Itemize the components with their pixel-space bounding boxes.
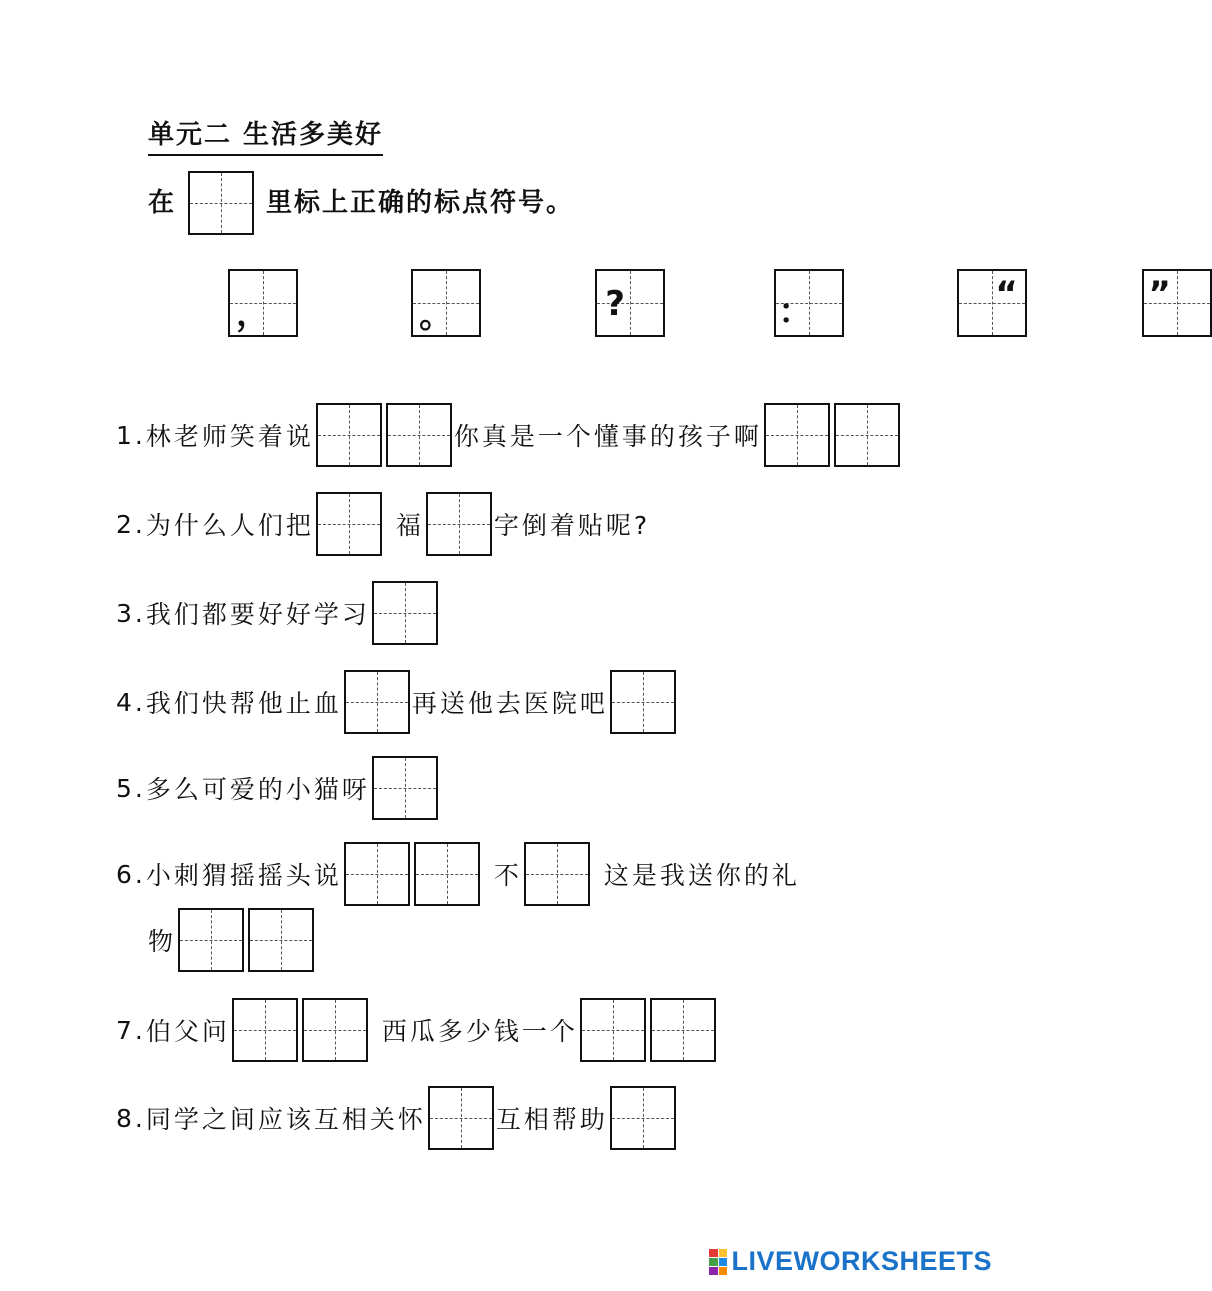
answer-box[interactable]: [580, 998, 646, 1062]
question-number: 5.: [116, 773, 146, 803]
page-title: 单元二 生活多美好: [148, 118, 383, 156]
answer-box[interactable]: [834, 403, 900, 467]
question-text: 这是我送你的礼: [603, 861, 800, 890]
question-8: [116, 1084, 678, 1152]
question-text: 同学之间应该互相关怀: [145, 1105, 426, 1134]
brand-logo[interactable]: [709, 1246, 992, 1277]
question-text: 互相帮助: [495, 1105, 608, 1134]
answer-box[interactable]: [316, 492, 382, 556]
answer-box[interactable]: [764, 403, 830, 467]
question-text: 你真是一个懂事的孩子啊: [453, 422, 762, 451]
answer-box[interactable]: [524, 842, 590, 906]
question-text: 福: [395, 511, 424, 540]
instruction: [148, 175, 574, 231]
question-1: [116, 401, 902, 469]
question-7: [116, 996, 718, 1064]
answer-box[interactable]: [248, 908, 314, 972]
question-3: [116, 579, 440, 647]
instruction-after: 里标上正确的标点符号。: [266, 188, 575, 218]
answer-box[interactable]: [178, 908, 244, 972]
symbol-comma-glyph: ，: [236, 294, 270, 334]
symbol-question-glyph: ?: [605, 284, 625, 324]
symbol-question[interactable]: [595, 269, 665, 337]
answer-box[interactable]: [610, 1086, 676, 1150]
question-text: 林老师笑着说: [145, 422, 314, 451]
question-number: 1.: [116, 420, 146, 450]
question-text: 字倒着贴呢?: [493, 511, 651, 540]
symbol-left-quote-glyph: “: [995, 274, 1018, 314]
answer-box[interactable]: [650, 998, 716, 1062]
question-number: 7.: [116, 1015, 146, 1045]
example-box: [188, 171, 254, 235]
question-5: [116, 754, 440, 822]
symbol-right-quote[interactable]: [1142, 269, 1212, 337]
question-text: 物: [148, 927, 177, 956]
question-number: 4.: [116, 687, 146, 717]
answer-box[interactable]: [344, 670, 410, 734]
answer-box[interactable]: [428, 1086, 494, 1150]
question-6: [116, 840, 800, 908]
question-6-continued: [148, 906, 316, 974]
question-number: 6.: [116, 859, 146, 889]
symbol-period-glyph: 。: [419, 296, 454, 336]
question-text: 再送他去医院吧: [411, 689, 608, 718]
answer-box[interactable]: [344, 842, 410, 906]
question-number: 2.: [116, 509, 146, 539]
answer-box[interactable]: [372, 581, 438, 645]
question-text: 小刺猬摇摇头说: [145, 861, 342, 890]
question-text: 伯父问: [145, 1017, 230, 1046]
symbol-left-quote[interactable]: [957, 269, 1027, 337]
question-text: 多么可爱的小猫呀: [145, 775, 370, 804]
answer-box[interactable]: [372, 756, 438, 820]
symbol-comma[interactable]: [228, 269, 298, 337]
answer-box[interactable]: [386, 403, 452, 467]
instruction-before: 在: [148, 188, 177, 218]
question-4: [116, 668, 678, 736]
answer-box[interactable]: [610, 670, 676, 734]
symbol-period[interactable]: [411, 269, 481, 337]
question-text: 不: [493, 861, 522, 890]
answer-box[interactable]: [232, 998, 298, 1062]
symbol-colon-glyph: ：: [778, 292, 813, 332]
question-number: 3.: [116, 598, 146, 628]
question-text: 为什么人们把: [145, 511, 314, 540]
question-text: 西瓜多少钱一个: [381, 1017, 578, 1046]
question-2: [116, 490, 650, 558]
question-text: 我们都要好好学习: [145, 600, 370, 629]
symbol-colon[interactable]: [774, 269, 844, 337]
brand-name: LIVEWORKSHEETS: [731, 1246, 992, 1276]
question-text: 我们快帮他止血: [145, 689, 342, 718]
liveworksheets-icon: [709, 1249, 727, 1275]
answer-box[interactable]: [426, 492, 492, 556]
question-number: 8.: [116, 1103, 146, 1133]
answer-box[interactable]: [302, 998, 368, 1062]
answer-box[interactable]: [414, 842, 480, 906]
symbol-right-quote-glyph: ”: [1148, 274, 1171, 314]
answer-box[interactable]: [316, 403, 382, 467]
